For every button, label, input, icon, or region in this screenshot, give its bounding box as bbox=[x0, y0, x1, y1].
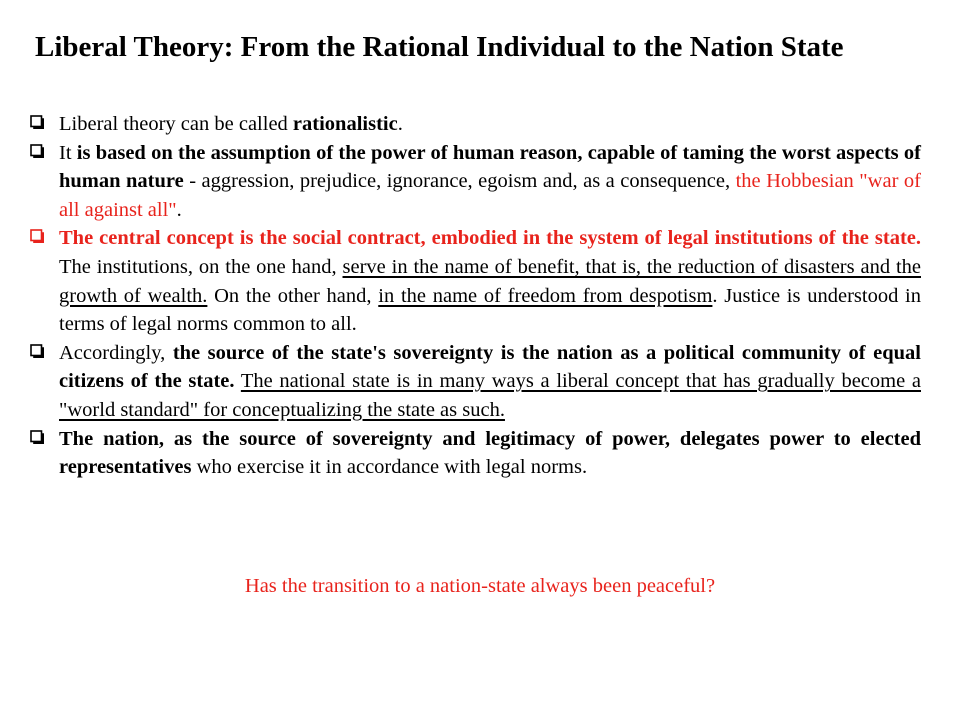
bullet-text-segment: Liberal theory can be called bbox=[59, 113, 293, 135]
hollow-square-bullet-icon bbox=[30, 115, 44, 129]
bullet-text-segment: in the name of freedom from despotism bbox=[378, 284, 713, 307]
bullet-text-segment: Accordingly, bbox=[59, 341, 173, 364]
bullet-item bbox=[30, 339, 921, 425]
bullet-text-segment: . bbox=[176, 198, 182, 221]
hollow-square-bullet-icon bbox=[30, 229, 44, 243]
bullet-item bbox=[30, 110, 921, 139]
hollow-square-bullet-icon bbox=[30, 430, 44, 444]
bullet-text-segment: serve in the name of benefit, that is, the reduction of disasters and the growth of wealth. bbox=[59, 255, 921, 307]
bullet-text-segment: On the other hand, bbox=[207, 284, 379, 307]
bullet-text-segment: The national state is in many ways a liberal concept that has gradually become a "world standard" for conceptualizing the state as such. bbox=[59, 370, 921, 421]
slide-title: Liberal Theory: From the Rational Individual to the Nation State bbox=[35, 31, 844, 63]
bullet-text-segment: It bbox=[59, 141, 77, 164]
bullet-text-segment: The nation, as the source of sovereignty and legitimacy of power, delegates power to elected representatives bbox=[59, 427, 921, 479]
bullet-item bbox=[30, 224, 921, 338]
bullet-text-segment: the Hobbesian "war of all against all" bbox=[59, 170, 921, 221]
bullet-text-segment: The institutions, on the one hand, bbox=[59, 255, 343, 278]
bullet-list bbox=[30, 110, 921, 482]
hollow-square-bullet-icon bbox=[30, 144, 44, 158]
bullet-text-segment: is based on the assumption of the power of human reason, capable of taming the worst aspects of human nature bbox=[59, 141, 921, 193]
bullet-text-segment: The central concept is the social contract, embodied in the system of legal institutions of the state. bbox=[59, 227, 921, 250]
hollow-square-bullet-icon bbox=[30, 344, 44, 358]
bullet-text-segment: the source of the state's sovereignty is the nation as a political community of equal citizens of the state. bbox=[59, 341, 921, 393]
bullet-text-segment: - aggression, prejudice, ignorance, egoism and, as a consequence, bbox=[183, 170, 736, 193]
bullet-text-segment: . bbox=[397, 113, 403, 135]
bullet-text-segment: rationalistic bbox=[292, 113, 398, 135]
bullet-text-segment: who exercise it in accordance with legal norms. bbox=[191, 456, 588, 479]
bullet-item bbox=[30, 139, 921, 225]
bullet-item bbox=[30, 425, 921, 482]
closing-question: Has the transition to a nation-state always been peaceful? bbox=[244, 575, 716, 597]
bullet-text-segment: . Justice is understood in terms of legal norms common to all. bbox=[59, 284, 921, 336]
